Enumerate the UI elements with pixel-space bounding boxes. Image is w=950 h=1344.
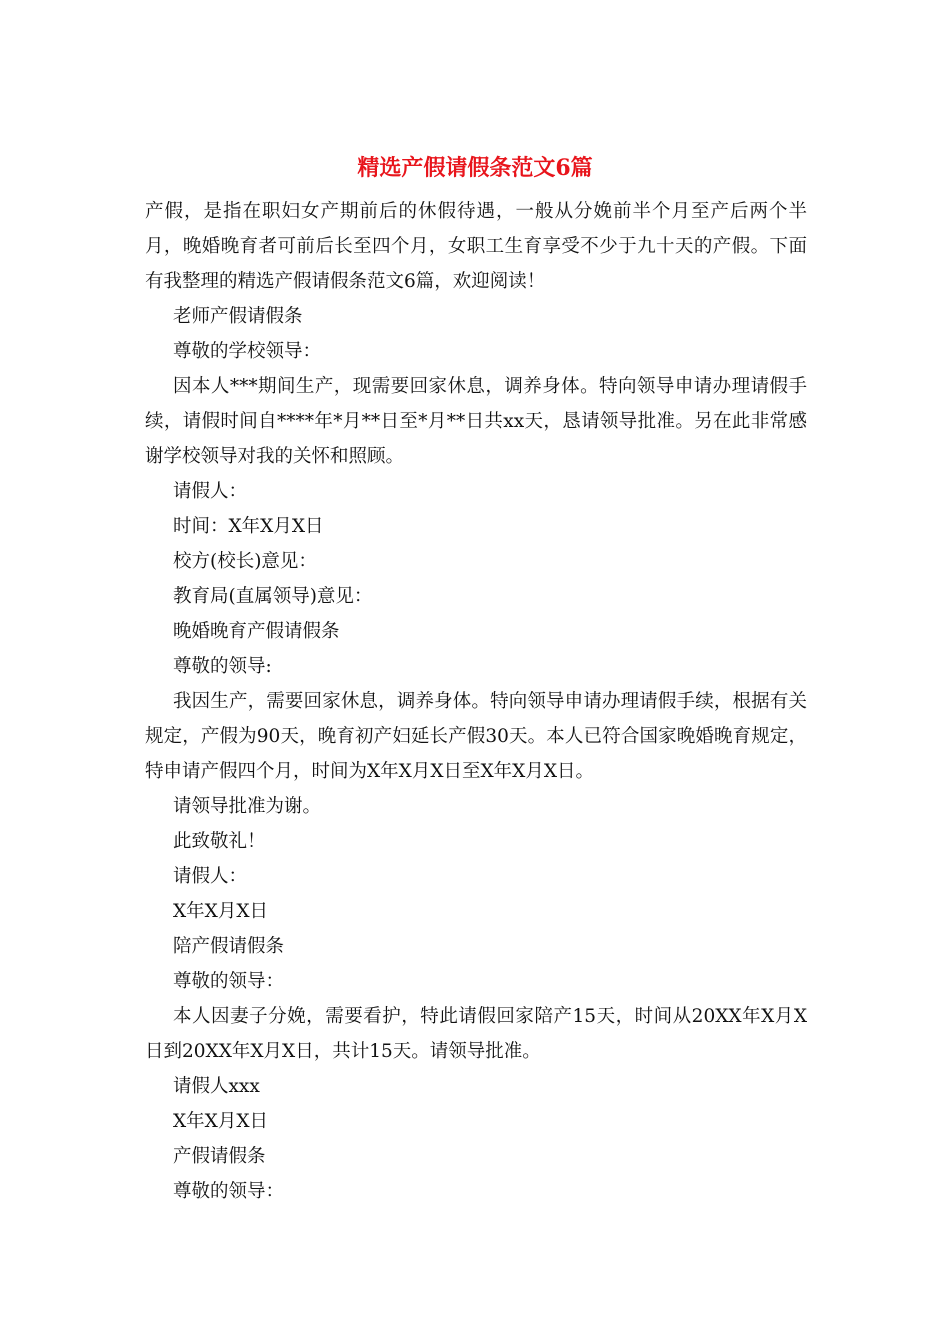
body-paragraph: 我因生产，需要回家休息，调养身体。特向领导申请办理请假手续，根据有关规定，产假为90天，晚育初产妇延长产假30天。本人已符合国家晚婚晚育规定，特申请产假四个月，时间为X年X月X日至X年X月X日。 <box>145 691 807 782</box>
body-paragraph: 本人因妻子分娩，需要看护，特此请假回家陪产15天，时间从20XX年X月X日到20XX年X月X日，共计15天。请领导批准。 <box>145 1006 807 1062</box>
body-paragraph: 尊敬的领导： <box>173 971 285 992</box>
body-paragraph: 教育局(直属领导)意见： <box>173 586 373 607</box>
body-paragraph: 尊敬的领导： <box>173 1181 285 1202</box>
document-title: 精选产假请假条范文6篇 <box>357 155 593 181</box>
document-body <box>145 194 807 1209</box>
body-paragraph: 因本人***期间生产，现需要回家休息，调养身体。特向领导申请办理请假手续，请假时间自****年*月**日至*月**日共xx天，恳请领导批准。另在此非常感谢学校领导对我的关怀和照顾。 <box>145 376 807 467</box>
body-paragraph: 尊敬的领导: <box>173 656 272 677</box>
body-paragraph: 校方(校长)意见： <box>173 551 317 572</box>
body-paragraph: 请领导批准为谢。 <box>173 796 322 817</box>
body-paragraph: 请假人： <box>173 481 248 502</box>
body-paragraph: 产假请假条 <box>173 1146 266 1167</box>
body-paragraph: 产假，是指在职妇女产期前后的休假待遇，一般从分娩前半个月至产后两个半月，晚婚晚育者可前后长至四个月，女职工生育享受不少于九十天的产假。下面有我整理的精选产假请假条范文6篇，欢迎阅读！ <box>145 201 807 292</box>
body-paragraph: X年X月X日 <box>173 901 269 922</box>
body-paragraph: 老师产假请假条 <box>173 306 303 327</box>
body-paragraph: 此致敬礼！ <box>173 831 266 852</box>
body-paragraph: 时间：X年X月X日 <box>173 516 324 537</box>
body-paragraph: 请假人： <box>173 866 248 887</box>
body-paragraph: 尊敬的学校领导： <box>173 341 322 362</box>
body-paragraph: 晚婚晚育产假请假条 <box>173 621 340 642</box>
body-paragraph: 请假人xxx <box>173 1076 260 1097</box>
body-paragraph: 陪产假请假条 <box>173 936 285 957</box>
body-paragraph: X年X月X日 <box>173 1111 269 1132</box>
